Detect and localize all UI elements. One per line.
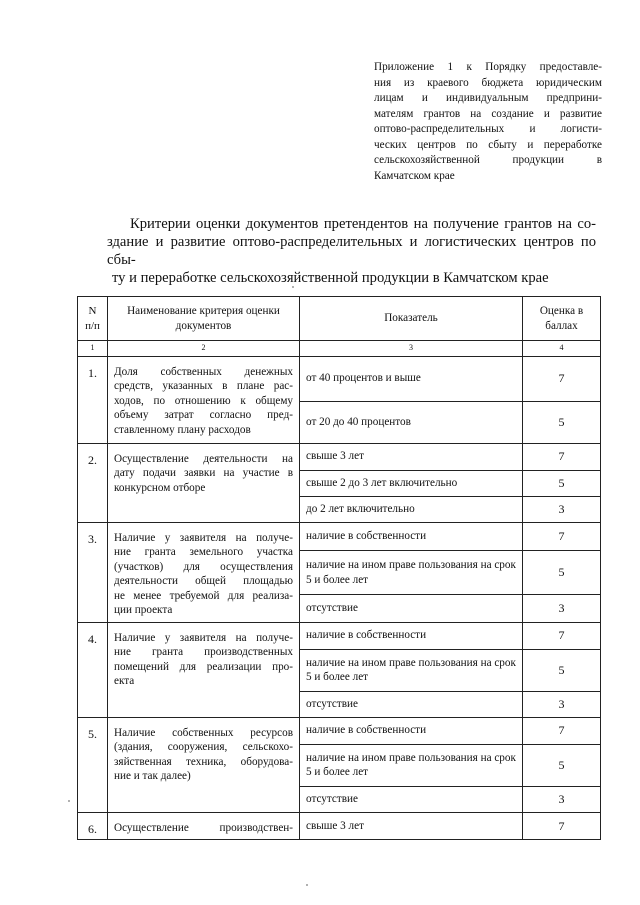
- criterion-name: [108, 522, 300, 622]
- appendix-line: Приложение 1 к Порядку предоставле-: [374, 61, 602, 73]
- indicator-cell: наличие в собственности: [300, 717, 523, 744]
- criterion-number: 4.: [78, 622, 108, 717]
- criterion-name: [108, 443, 300, 522]
- score-cell: 3: [523, 786, 601, 812]
- criterion-number: 1.: [78, 356, 108, 443]
- scan-speck: [68, 800, 70, 802]
- title-line: здание и развитие оптово-распределительных и логистических центров по сбы-: [107, 234, 596, 268]
- score-cell: 7: [523, 522, 601, 550]
- criterion-name: [108, 356, 300, 443]
- criterion-row: [78, 522, 601, 550]
- indicator-cell: свыше 2 до 3 лет включительно: [300, 470, 523, 496]
- criterion-name-line: (участков) для осуществления: [114, 560, 293, 573]
- criterion-row: [78, 812, 601, 840]
- indicator-cell: наличие на ином праве пользования на срок 5 и более лет: [300, 649, 523, 691]
- index-cell: 3: [300, 341, 523, 357]
- indicator-cell: отсутствие: [300, 786, 523, 812]
- score-cell: 3: [523, 691, 601, 717]
- score-cell: 7: [523, 812, 601, 840]
- criterion-number: 6.: [78, 812, 108, 840]
- criterion-name-line: Наличие у заявителя на получе-: [114, 631, 293, 644]
- indicator-cell: наличие в собственности: [300, 622, 523, 649]
- criterion-name-line: екта: [114, 675, 135, 687]
- indicator-cell: наличие на ином праве пользования на срок 5 и более лет: [300, 744, 523, 786]
- header-score: Оценка в баллах: [523, 297, 601, 341]
- criterion-name-line: помещений для реализации про-: [114, 660, 293, 673]
- criterion-name-line: дату подачи заявки на участие в: [114, 467, 293, 479]
- indicator-cell: свыше 3 лет: [300, 812, 523, 840]
- criterion-name-line: деятельности общей площадью: [114, 575, 293, 587]
- header-num: N п/п: [78, 297, 108, 341]
- score-cell: 7: [523, 356, 601, 401]
- criterion-name-line: ходов, по отношению к общему: [114, 394, 293, 407]
- criterion-name-line: не менее требуемой для реализа-: [114, 589, 293, 602]
- scan-speck: [292, 286, 294, 288]
- criterion-name: [108, 717, 300, 812]
- score-cell: 5: [523, 550, 601, 594]
- header-criterion: Наименование критерия оценки документов: [108, 297, 300, 341]
- criterion-name-line: ции проекта: [114, 604, 173, 616]
- index-cell: 1: [78, 341, 108, 357]
- criterion-row: [78, 443, 601, 470]
- criterion-name-line: зяйственная техника, оборудова-: [114, 755, 293, 768]
- indicator-cell: наличие в собственности: [300, 522, 523, 550]
- indicator-cell: отсутствие: [300, 691, 523, 717]
- appendix-line: лицам и индивидуальным предприни-: [374, 92, 602, 104]
- criterion-row: [78, 717, 601, 744]
- document-title: [107, 215, 596, 287]
- criterion-name-line: (здания, сооружения, сельскохо-: [114, 741, 293, 753]
- criterion-name-line: ние гранта земельного участка: [114, 546, 293, 558]
- score-cell: 7: [523, 622, 601, 649]
- indicator-cell: свыше 3 лет: [300, 443, 523, 470]
- criterion-name-line: ние и так далее): [114, 770, 191, 782]
- appendix-line: мателям грантов на создание и развитие: [374, 107, 602, 120]
- score-cell: 7: [523, 717, 601, 744]
- score-cell: 5: [523, 744, 601, 786]
- criterion-name: [108, 622, 300, 717]
- score-cell: 5: [523, 401, 601, 443]
- appendix-line: сельскохозяйственной продукции в: [374, 154, 602, 166]
- appendix-line: ческих центров по сбыту и переработке: [374, 138, 602, 151]
- criterion-name-line: Доля собственных денежных: [114, 365, 293, 378]
- criterion-name-line: Наличие у заявителя на получе-: [114, 531, 293, 544]
- criterion-row: [78, 356, 601, 401]
- appendix-note: [374, 60, 602, 184]
- criterion-name-line: объему затрат согласно пред-: [114, 409, 293, 421]
- score-cell: 7: [523, 443, 601, 470]
- score-cell: 3: [523, 496, 601, 522]
- criterion-name-line: Осуществление деятельности на: [114, 452, 293, 465]
- criterion-name-line: ние гранта производственных: [114, 646, 293, 658]
- indicator-cell: до 2 лет включительно: [300, 496, 523, 522]
- criterion-name-line: ставленному плану расходов: [114, 423, 251, 436]
- score-cell: 5: [523, 649, 601, 691]
- score-cell: 3: [523, 595, 601, 622]
- title-line: Критерии оценки документов претендентов на получение грантов на со-: [130, 216, 596, 232]
- criterion-number: 5.: [78, 717, 108, 812]
- header-row: [78, 297, 601, 341]
- appendix-line: ния из краевого бюджета юридическим: [374, 76, 602, 89]
- criterion-name-line: конкурсном отборе: [114, 481, 206, 494]
- header-indicator: Показатель: [300, 297, 523, 341]
- appendix-line: оптово-распределительных и логисти-: [374, 123, 602, 135]
- indicator-cell: от 20 до 40 процентов: [300, 401, 523, 443]
- index-cell: 2: [108, 341, 300, 357]
- criterion-name-line: средств, указанных в плане рас-: [114, 380, 293, 392]
- criterion-name: [108, 812, 300, 840]
- criterion-name-line: Наличие собственных ресурсов: [114, 726, 293, 739]
- score-cell: 5: [523, 470, 601, 496]
- indicator-cell: от 40 процентов и выше: [300, 356, 523, 401]
- criterion-name-line: Осуществление производствен-: [114, 821, 293, 834]
- indicator-cell: наличие на ином праве пользования на срок 5 и более лет: [300, 550, 523, 594]
- scan-speck: [306, 884, 308, 886]
- criterion-number: 3.: [78, 522, 108, 622]
- criteria-table: [77, 296, 601, 840]
- index-row: [78, 341, 601, 357]
- indicator-cell: отсутствие: [300, 595, 523, 622]
- criterion-row: [78, 622, 601, 649]
- index-cell: 4: [523, 341, 601, 357]
- title-line: ту и переработке сельскохозяйственной продукции в Камчатском крае: [112, 270, 549, 286]
- appendix-line: Камчатском крае: [374, 169, 455, 182]
- criterion-number: 2.: [78, 443, 108, 522]
